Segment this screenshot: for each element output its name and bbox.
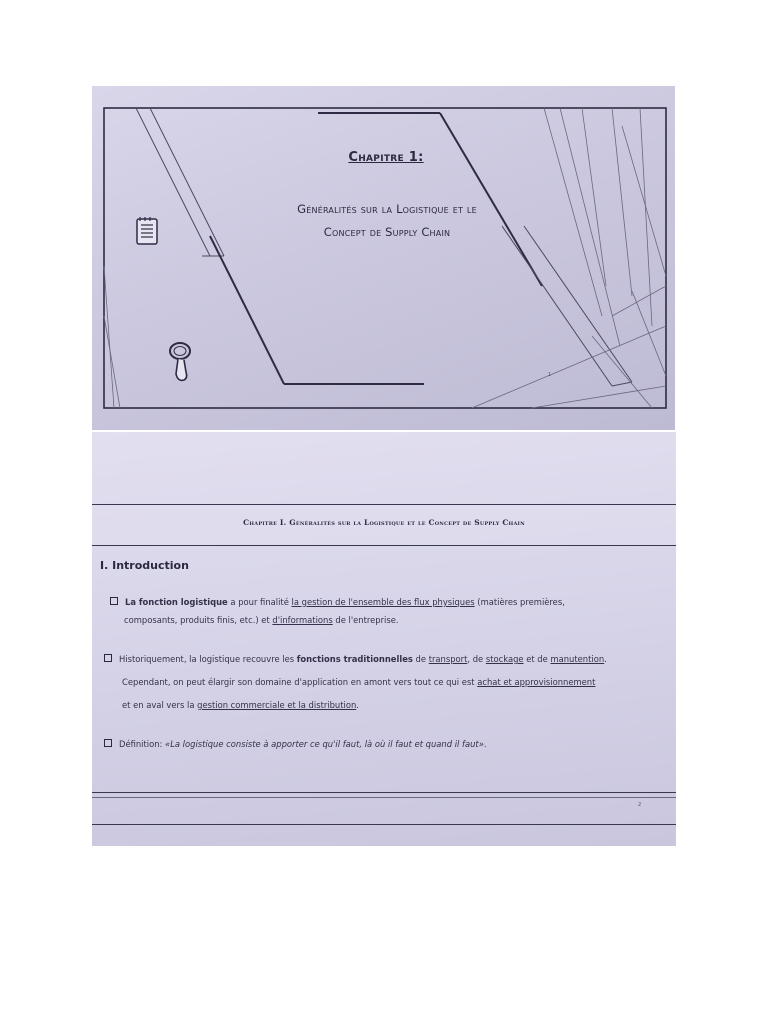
chapter-title: Chapitre 1:	[348, 150, 424, 165]
checkbox-bullet-icon	[110, 597, 118, 605]
bullet1-text-2: (matières premières,	[474, 597, 565, 607]
footer-divider-thin	[92, 797, 676, 798]
bullet2-line1	[104, 648, 670, 671]
chapter-subtitle	[222, 198, 552, 244]
bullet3-text: Définition:	[119, 739, 166, 749]
slide-page-number: 2	[638, 802, 642, 808]
bullet2-underline-stockage: stockage	[485, 654, 524, 664]
bullet2-text-8: .	[356, 700, 359, 710]
chapter-subtitle-line1: Généralités sur la Logistique et le	[297, 202, 477, 216]
bullet2-underline-manutention: manutention	[550, 654, 605, 664]
bullet1-text-3: composants, produits finis, etc.) et	[124, 615, 273, 625]
bullet1-line1	[110, 593, 670, 611]
bullet-definition	[104, 735, 670, 753]
section-title: I. Introduction	[100, 559, 189, 572]
bullet2-text-5: .	[604, 654, 607, 664]
definition-quote: «La logistique consiste à apporter ce qu'il faut, là où il faut et quand il faut»	[165, 739, 484, 749]
bullet1-text-4: de l'entreprise.	[332, 615, 399, 625]
bullet2-text-2: de	[412, 654, 429, 664]
cover-slide-photo	[92, 86, 675, 430]
checkbox-bullet-icon	[104, 654, 112, 662]
bullet2-strong: fonctions traditionnelles	[296, 654, 413, 664]
bullet3-text-2: .	[483, 739, 487, 749]
magnifier-icon	[164, 338, 198, 386]
footer-divider-bottom	[92, 824, 676, 825]
bullet-logistics-function	[110, 593, 670, 629]
bullet2-underline-gestion: gestion commerciale et la distribution	[197, 700, 357, 710]
chapter-subtitle-line2: Concept de Supply Chain	[323, 225, 451, 239]
bullet2-text: Historiquement, la logistique recouvre les	[119, 654, 297, 664]
notepad-icon	[135, 216, 159, 246]
bullet1-strong: La fonction logistique	[125, 597, 228, 607]
slide-header	[92, 504, 676, 546]
bullet1-underline-info: d'informations	[272, 615, 333, 625]
content-slide-photo	[92, 432, 676, 846]
bullet2-text-4: et de	[523, 654, 551, 664]
checkbox-bullet-icon	[104, 739, 112, 747]
bullet-history	[104, 648, 670, 717]
bullet2-text-6: Cependant, on peut élargir son domaine d'application en amont vers tout ce qui est	[122, 677, 478, 687]
bullet2-line2	[104, 671, 670, 694]
bullet1-line2	[110, 611, 670, 629]
bullet2-text-3: , de	[467, 654, 486, 664]
bullet1-underline-flux: la gestion de l'ensemble des flux physiques	[291, 597, 475, 607]
bullet2-underline-achat: achat et approvisionnement	[477, 677, 596, 687]
bullet2-text-7: et en aval vers la	[122, 700, 198, 710]
footer-divider	[92, 792, 676, 793]
bullet2-line3	[104, 694, 670, 717]
bullet2-underline-transport: transport	[428, 654, 468, 664]
bullet1-text: a pour finalité	[227, 597, 292, 607]
slide-header-text: Chapitre I. Généralités sur la Logistique et le Concept de Supply Chain	[243, 518, 525, 527]
cover-page-number: 1	[548, 372, 552, 378]
